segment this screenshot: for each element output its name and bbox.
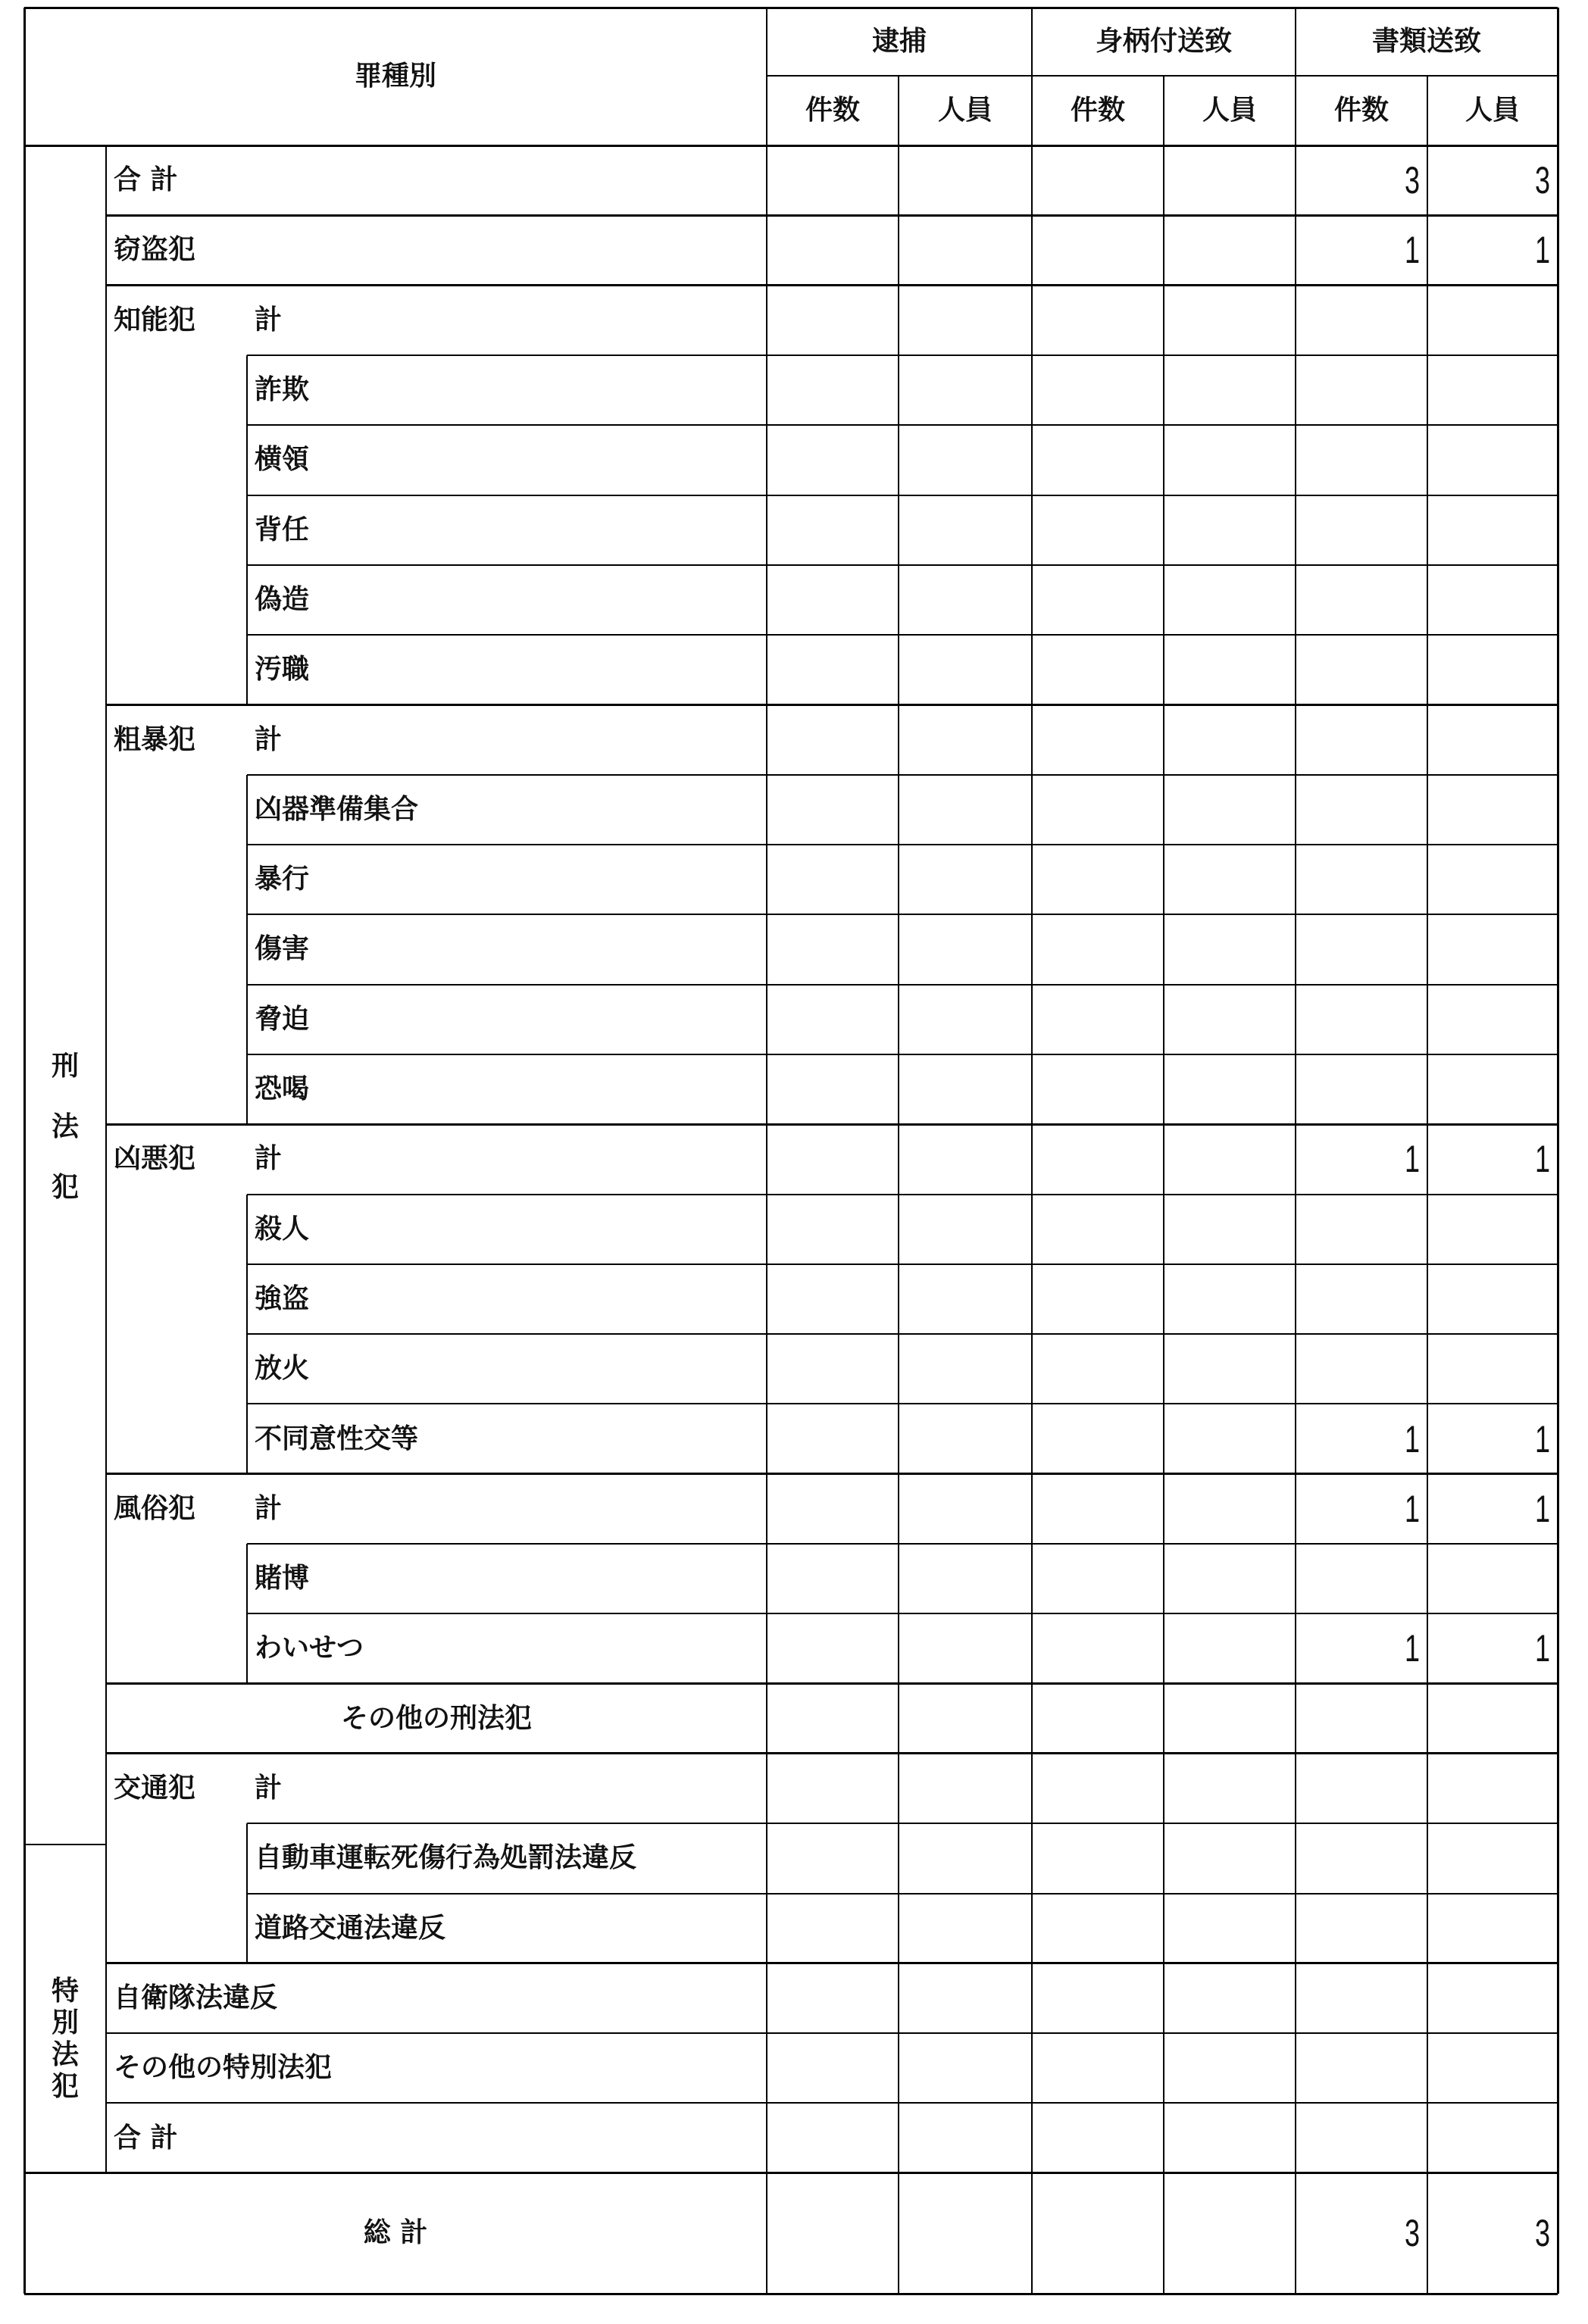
value-cell: [1330, 775, 1420, 845]
value-cell: [1199, 1404, 1288, 1473]
row-label: 自動車運転死傷行為処罰法違反: [255, 1842, 637, 1874]
value-cell: [1199, 1754, 1288, 1823]
value-cell: [1199, 1894, 1288, 1963]
value-cell: [1461, 425, 1550, 495]
value-cell: [1461, 1264, 1550, 1334]
value-cell: [933, 215, 1024, 285]
value-cell: [1067, 286, 1156, 355]
value-cell: [1067, 1124, 1156, 1194]
column-rule: [1557, 8, 1559, 2294]
value-cell: [1330, 425, 1420, 495]
section-penal-label-char: 犯: [51, 1172, 79, 1204]
value-cell: 3: [1534, 159, 1550, 202]
value-cell: [802, 495, 891, 565]
column-rule: [1031, 8, 1033, 2294]
value-cell: [802, 145, 891, 215]
value-cell: [1461, 286, 1550, 355]
value-cell: [1199, 495, 1288, 565]
value-cell: [1330, 1264, 1420, 1334]
value-cell: [933, 495, 1024, 565]
value-cell: [933, 1404, 1024, 1473]
header-subcol: 人員: [1465, 95, 1520, 126]
value-cell: [1330, 1054, 1420, 1124]
value-cell: [1199, 1684, 1288, 1754]
value-cell: [1067, 1264, 1156, 1334]
value-cell: [1461, 565, 1550, 635]
value-cell: [1199, 425, 1288, 495]
row-label: 合 計: [114, 2122, 178, 2154]
row-label: 汚職: [255, 654, 310, 686]
row-label: 賭博: [255, 1563, 310, 1595]
row-label: 横領: [255, 444, 310, 476]
row-label: 計: [255, 1773, 283, 1804]
value-cell: 1: [1404, 1627, 1420, 1670]
group-label: 交通犯: [114, 1773, 196, 1804]
value-cell: [1067, 1404, 1156, 1473]
value-cell: [933, 1963, 1024, 2033]
value-cell: [1461, 1894, 1550, 1963]
row-label: 恐喝: [255, 1073, 310, 1105]
value-cell: [1461, 635, 1550, 704]
total-label: 総 計: [363, 2217, 428, 2249]
row-rule: [24, 1844, 106, 1845]
value-cell: [1067, 1894, 1156, 1963]
value-cell: [802, 425, 891, 495]
value-cell: [1067, 775, 1156, 845]
value-cell: [1199, 1823, 1288, 1893]
value-cell: [802, 845, 891, 914]
header-group: 逮捕: [871, 26, 927, 57]
value-cell: [933, 704, 1024, 774]
value-cell: [1330, 704, 1420, 774]
value-cell: [802, 1474, 891, 1544]
value-cell: [802, 2033, 891, 2103]
value-cell: [1067, 425, 1156, 495]
header-group: 身柄付送致: [1095, 26, 1232, 57]
value-cell: [1330, 1684, 1420, 1754]
value-cell: [933, 2033, 1024, 2103]
value-cell: [933, 565, 1024, 635]
value-cell: [1067, 1963, 1156, 2033]
header-group: 書類送致: [1371, 26, 1481, 57]
value-cell: [1461, 2103, 1550, 2173]
value-cell: 3: [1404, 159, 1420, 202]
group-label: 風俗犯: [114, 1492, 196, 1524]
value-cell: [802, 704, 891, 774]
value-cell: [802, 215, 891, 285]
value-cell: [1067, 2103, 1156, 2173]
value-cell: [933, 1684, 1024, 1754]
value-cell: [1199, 2033, 1288, 2103]
row-label: 不同意性交等: [255, 1423, 419, 1454]
value-cell: [933, 1544, 1024, 1613]
value-cell: 1: [1404, 1138, 1420, 1181]
header-category: 罪種別: [354, 61, 436, 92]
value-cell: [1461, 1963, 1550, 2033]
value-cell: [933, 1754, 1024, 1823]
value-cell: [1330, 1195, 1420, 1264]
value-cell: [1067, 1195, 1156, 1264]
value-cell: [802, 1963, 891, 2033]
value-cell: [1199, 1195, 1288, 1264]
value-cell: [933, 1264, 1024, 1334]
value-cell: [1067, 985, 1156, 1054]
value-cell: [1461, 1334, 1550, 1404]
value-cell: 1: [1534, 1627, 1550, 1670]
value-cell: [1330, 355, 1420, 425]
value-cell: 1: [1404, 1417, 1420, 1460]
value-cell: [1067, 1823, 1156, 1893]
row-label: 自衛隊法違反: [114, 1982, 278, 2013]
value-cell: [1067, 1684, 1156, 1754]
column-rule: [1427, 76, 1428, 2294]
value-cell: [1330, 565, 1420, 635]
value-cell: [1067, 1754, 1156, 1823]
value-cell: [1067, 215, 1156, 285]
row-label: その他の特別法犯: [114, 2052, 333, 2084]
total-value-cell: 3: [1404, 2212, 1420, 2255]
value-cell: [1461, 355, 1550, 425]
value-cell: [802, 1124, 891, 1194]
value-cell: 1: [1534, 1417, 1550, 1460]
header-subcol: 人員: [1202, 95, 1257, 126]
value-cell: [933, 1334, 1024, 1404]
value-cell: [1067, 1334, 1156, 1404]
header-subcol: 人員: [937, 95, 992, 126]
row-label: 凶器準備集合: [255, 793, 419, 825]
group-label: 粗暴犯: [114, 723, 196, 755]
column-rule: [1163, 76, 1164, 2294]
section-special-label-char: 別: [51, 2007, 79, 2038]
section-special-label-char: 特: [51, 1975, 79, 2007]
value-cell: [802, 286, 891, 355]
value-cell: [1461, 1054, 1550, 1124]
section-penal-label-char: 刑: [51, 1051, 79, 1082]
value-cell: [933, 985, 1024, 1054]
value-cell: [1330, 1334, 1420, 1404]
value-cell: [802, 355, 891, 425]
value-cell: [1067, 1544, 1156, 1613]
row-label: 脅迫: [255, 1003, 310, 1035]
row-label: 計: [255, 304, 283, 336]
value-cell: [1067, 914, 1156, 984]
value-cell: [1199, 914, 1288, 984]
value-cell: [1330, 1894, 1420, 1963]
value-cell: [1461, 985, 1550, 1054]
section-special-label-char: 法: [51, 2038, 79, 2070]
value-cell: [1461, 845, 1550, 914]
value-cell: [1461, 1684, 1550, 1754]
column-rule: [246, 775, 248, 1125]
value-cell: [1199, 355, 1288, 425]
value-cell: [1461, 495, 1550, 565]
value-cell: [802, 1054, 891, 1124]
value-cell: [1461, 1754, 1550, 1823]
value-cell: [1067, 145, 1156, 215]
value-cell: [933, 1823, 1024, 1893]
value-cell: [802, 635, 891, 704]
value-cell: [1330, 1963, 1420, 2033]
column-rule: [246, 355, 248, 705]
header-subcol: 件数: [1070, 95, 1125, 126]
row-label: 放火: [255, 1353, 310, 1385]
row-label: 合 計: [114, 164, 178, 196]
value-cell: [1330, 845, 1420, 914]
value-cell: [933, 2103, 1024, 2173]
section-special-label: [24, 1975, 106, 2102]
value-cell: [1199, 704, 1288, 774]
value-cell: [1461, 914, 1550, 984]
value-cell: [1067, 565, 1156, 635]
value-cell: [802, 1195, 891, 1264]
row-label: 背任: [255, 514, 310, 545]
value-cell: [1067, 1054, 1156, 1124]
row-label: 詐欺: [255, 374, 310, 406]
value-cell: [1199, 1613, 1288, 1683]
row-label: 計: [255, 1492, 283, 1524]
value-cell: [802, 1264, 891, 1334]
row-label: 道路交通法違反: [255, 1912, 446, 1944]
value-cell: [933, 845, 1024, 914]
value-cell: [1067, 1613, 1156, 1683]
value-cell: 1: [1404, 229, 1420, 272]
value-cell: [1461, 775, 1550, 845]
value-cell: [933, 1613, 1024, 1683]
row-label: 傷害: [255, 933, 310, 965]
total-value-cell: [933, 2173, 1024, 2294]
value-cell: [1461, 1544, 1550, 1613]
value-cell: [802, 1894, 891, 1963]
value-cell: [1199, 1474, 1288, 1544]
value-cell: [802, 1823, 891, 1893]
value-cell: [1199, 845, 1288, 914]
value-cell: [1067, 704, 1156, 774]
value-cell: [1199, 1054, 1288, 1124]
value-cell: [1199, 1124, 1288, 1194]
total-value-cell: [1067, 2173, 1156, 2294]
value-cell: [1199, 145, 1288, 215]
total-value-cell: [1199, 2173, 1288, 2294]
value-cell: [802, 1334, 891, 1404]
column-rule: [1295, 8, 1296, 2294]
value-cell: [1330, 2033, 1420, 2103]
value-cell: [1199, 1963, 1288, 2033]
value-cell: [1199, 635, 1288, 704]
value-cell: [933, 914, 1024, 984]
value-cell: [1461, 704, 1550, 774]
value-cell: [802, 914, 891, 984]
value-cell: [802, 2103, 891, 2173]
value-cell: [1199, 1544, 1288, 1613]
value-cell: [1067, 635, 1156, 704]
value-cell: [1199, 565, 1288, 635]
header-subcol: 件数: [805, 95, 860, 126]
row-label: 暴行: [255, 864, 310, 895]
value-cell: [1199, 775, 1288, 845]
value-cell: [933, 425, 1024, 495]
value-cell: [933, 145, 1024, 215]
value-cell: [933, 635, 1024, 704]
value-cell: [1067, 495, 1156, 565]
row-label: 殺人: [255, 1213, 310, 1245]
row-label: その他の刑法犯: [340, 1702, 532, 1734]
value-cell: [802, 565, 891, 635]
value-cell: [1067, 355, 1156, 425]
value-cell: [1330, 286, 1420, 355]
value-cell: [1330, 2103, 1420, 2173]
row-label: 窃盗犯: [114, 234, 196, 266]
value-cell: [1199, 286, 1288, 355]
value-cell: [1330, 1754, 1420, 1823]
column-rule: [898, 76, 899, 2294]
value-cell: [1199, 215, 1288, 285]
value-cell: [802, 775, 891, 845]
value-cell: [1461, 1823, 1550, 1893]
value-cell: [1199, 985, 1288, 1054]
value-cell: [802, 1754, 891, 1823]
value-cell: [802, 1684, 891, 1754]
value-cell: [933, 1124, 1024, 1194]
value-cell: [1461, 1195, 1550, 1264]
value-cell: [1067, 1474, 1156, 1544]
value-cell: 1: [1534, 1138, 1550, 1181]
value-cell: [1067, 2033, 1156, 2103]
value-cell: [802, 1404, 891, 1473]
value-cell: [933, 1474, 1024, 1544]
value-cell: [933, 355, 1024, 425]
value-cell: [1330, 1544, 1420, 1613]
row-label: 計: [255, 723, 283, 755]
value-cell: [802, 1613, 891, 1683]
value-cell: [1067, 845, 1156, 914]
section-penal-label: [24, 1051, 106, 1204]
value-cell: [1461, 2033, 1550, 2103]
value-cell: [1330, 1823, 1420, 1893]
value-cell: [1199, 2103, 1288, 2173]
value-cell: 1: [1404, 1487, 1420, 1530]
row-label: わいせつ: [255, 1632, 364, 1664]
value-cell: [933, 1894, 1024, 1963]
row-label: 強盗: [255, 1282, 310, 1314]
value-cell: [802, 985, 891, 1054]
section-special-label-char: 犯: [51, 2070, 79, 2102]
value-cell: [802, 1544, 891, 1613]
row-label: 計: [255, 1143, 283, 1175]
total-value-cell: 3: [1534, 2212, 1550, 2255]
value-cell: 1: [1534, 1487, 1550, 1530]
total-value-cell: [802, 2173, 891, 2294]
value-cell: [1199, 1334, 1288, 1404]
value-cell: [933, 1054, 1024, 1124]
header-subcol: 件数: [1333, 95, 1389, 126]
group-label: 凶悪犯: [114, 1143, 196, 1175]
value-cell: [1330, 914, 1420, 984]
group-label: 知能犯: [114, 304, 196, 336]
value-cell: [1330, 635, 1420, 704]
value-cell: [933, 286, 1024, 355]
value-cell: [1330, 985, 1420, 1054]
row-label: 偽造: [255, 583, 310, 615]
value-cell: [1199, 1264, 1288, 1334]
value-cell: 1: [1534, 229, 1550, 272]
value-cell: [1330, 495, 1420, 565]
section-penal-label-char: 法: [51, 1111, 79, 1143]
value-cell: [933, 775, 1024, 845]
value-cell: [933, 1195, 1024, 1264]
